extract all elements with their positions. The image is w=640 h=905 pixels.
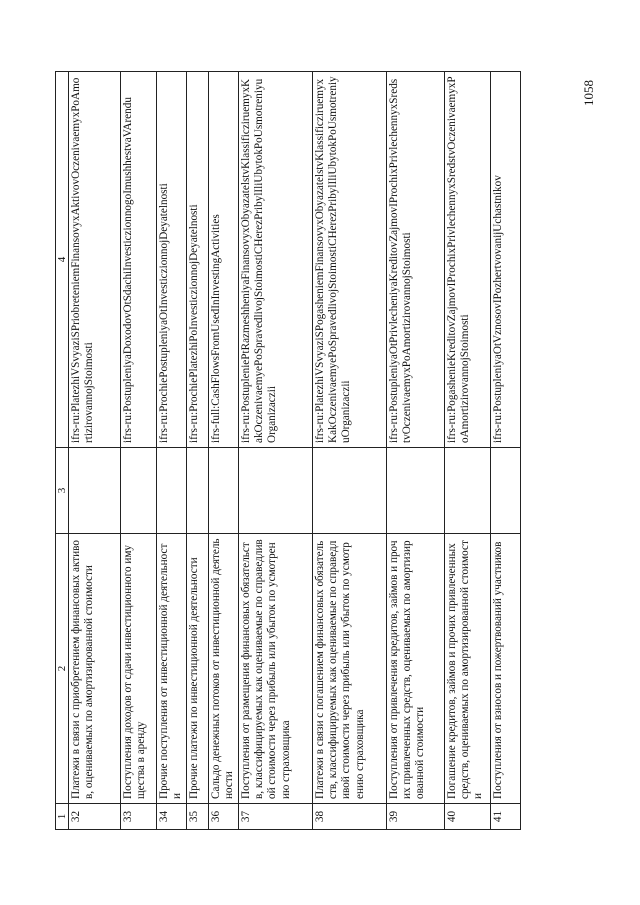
page-number: 1058	[581, 80, 596, 106]
table-row	[157, 72, 187, 830]
taxonomy-element: ifrs-ru:PostupleniePtRazmeshheniyaFinansovyxObyazatelstvKlassificziruemyxKakOczenivaemyePoSpravedlivojStoimostiCHerezPribylIliUbytokPoUsmotreniyuOrganizaczii	[238, 72, 312, 448]
table-row	[208, 72, 238, 830]
indicator-name: Поступления от взносов и пожертвований участников	[490, 534, 520, 804]
row-number: 36	[208, 804, 238, 830]
table-row	[312, 72, 386, 830]
taxonomy-element: ifrs-ru:PostupleniyaOtPrivlecheniyaKreditovZajmovIProchixPrivlechennyxSredstvOczenivaemyxPoAmortizirovannojStoimosti	[386, 72, 444, 448]
taxonomy-table	[55, 71, 521, 830]
column-3-value	[490, 448, 520, 534]
taxonomy-element: ifrs-ru:ProchiePostupleniyaOtInvesticzionnojDeyatelnosti	[157, 72, 187, 448]
taxonomy-element: ifrs-ru:PostupleniyaDoxodovOtSdachiInvesticzionnogoImushhestvaVArendu	[121, 72, 157, 448]
table-row	[490, 72, 520, 830]
row-number: 34	[157, 804, 187, 830]
table-row	[121, 72, 157, 830]
row-number: 32	[69, 804, 121, 830]
taxonomy-element: ifrs-ru:PogashenieKreditovZajmovIProchixPrivlechennyxSredstvOczenivaemyxPoAmortizirovannojStoimosti	[444, 72, 490, 448]
header-cell-1: 1	[56, 804, 69, 830]
taxonomy-element: ifrs-ru:ProchiePlatezhiPoInvesticzionnojDeyatelnosti	[186, 72, 208, 448]
indicator-name: Поступления от привлечения кредитов, займов и прочих привлеченных средств, оцениваемых по амортизированной стоимости	[386, 534, 444, 804]
row-number: 33	[121, 804, 157, 830]
column-3-value	[186, 448, 208, 534]
row-number: 38	[312, 804, 386, 830]
row-number: 35	[186, 804, 208, 830]
header-cell-4: 4	[56, 72, 69, 448]
indicator-name: Прочие поступления от инвестиционной деятельности	[157, 534, 187, 804]
row-number: 37	[238, 804, 312, 830]
taxonomy-element: ifrs-full:CashFlowsFromUsedInInvestingActivities	[208, 72, 238, 448]
indicator-name: Поступления от размещения финансовых обязательств, классифицируемых как оцениваемые по справедливой стоимости через прибыль или убыток по усмотрению страховщика	[238, 534, 312, 804]
indicator-name: Поступления доходов от сдачи инвестиционного имущества в аренду	[121, 534, 157, 804]
row-number: 41	[490, 804, 520, 830]
table-row	[444, 72, 490, 830]
column-3-value	[444, 448, 490, 534]
indicator-name: Платежи в связи с приобретением финансовых активов, оцениваемых по амортизированной стоимости	[69, 534, 121, 804]
table-row	[186, 72, 208, 830]
column-3-value	[238, 448, 312, 534]
header-row	[56, 72, 69, 830]
taxonomy-element: ifrs-ru:PostupleniyaOtVznosovIPozhertvovanijUchastnikov	[490, 72, 520, 448]
header-cell-2: 2	[56, 534, 69, 804]
column-3-value	[157, 448, 187, 534]
table-row	[386, 72, 444, 830]
column-3-value	[121, 448, 157, 534]
column-3-value	[69, 448, 121, 534]
indicator-name: Прочие платежи по инвестиционной деятельности	[186, 534, 208, 804]
column-3-value	[386, 448, 444, 534]
table-body	[56, 72, 521, 830]
row-number: 39	[386, 804, 444, 830]
taxonomy-element: ifrs-ru:PlatezhiVSvyaziSPogasheniemFinansovyxObyazatelstvKlassificziruemyxKakOczenivaemyePoSpravedlivojStoimostiCHerezPribylIliUbytokPoUsmotreniyuOrganizaczii	[312, 72, 386, 448]
row-number: 40	[444, 804, 490, 830]
table-row	[69, 72, 121, 830]
column-3-value	[312, 448, 386, 534]
taxonomy-element: ifrs-ru:PlatezhiVSvyaziSPriobreteniemFinansovyxAktivovOczenivaemyxPoAmortizirovannojStoimosti	[69, 72, 121, 448]
column-3-value	[208, 448, 238, 534]
indicator-name: Сальдо денежных потоков от инвестиционной деятельности	[208, 534, 238, 804]
indicator-name: Платежи в связи с погашением финансовых обязательств, классифицируемых как оцениваемые по справедливой стоимости через прибыль или убыток по усмотрению страховщика	[312, 534, 386, 804]
header-cell-3: 3	[56, 448, 69, 534]
indicator-name: Погашение кредитов, займов и прочих привлеченных средств, оцениваемых по амортизированной стоимости	[444, 534, 490, 804]
table-row	[238, 72, 312, 830]
